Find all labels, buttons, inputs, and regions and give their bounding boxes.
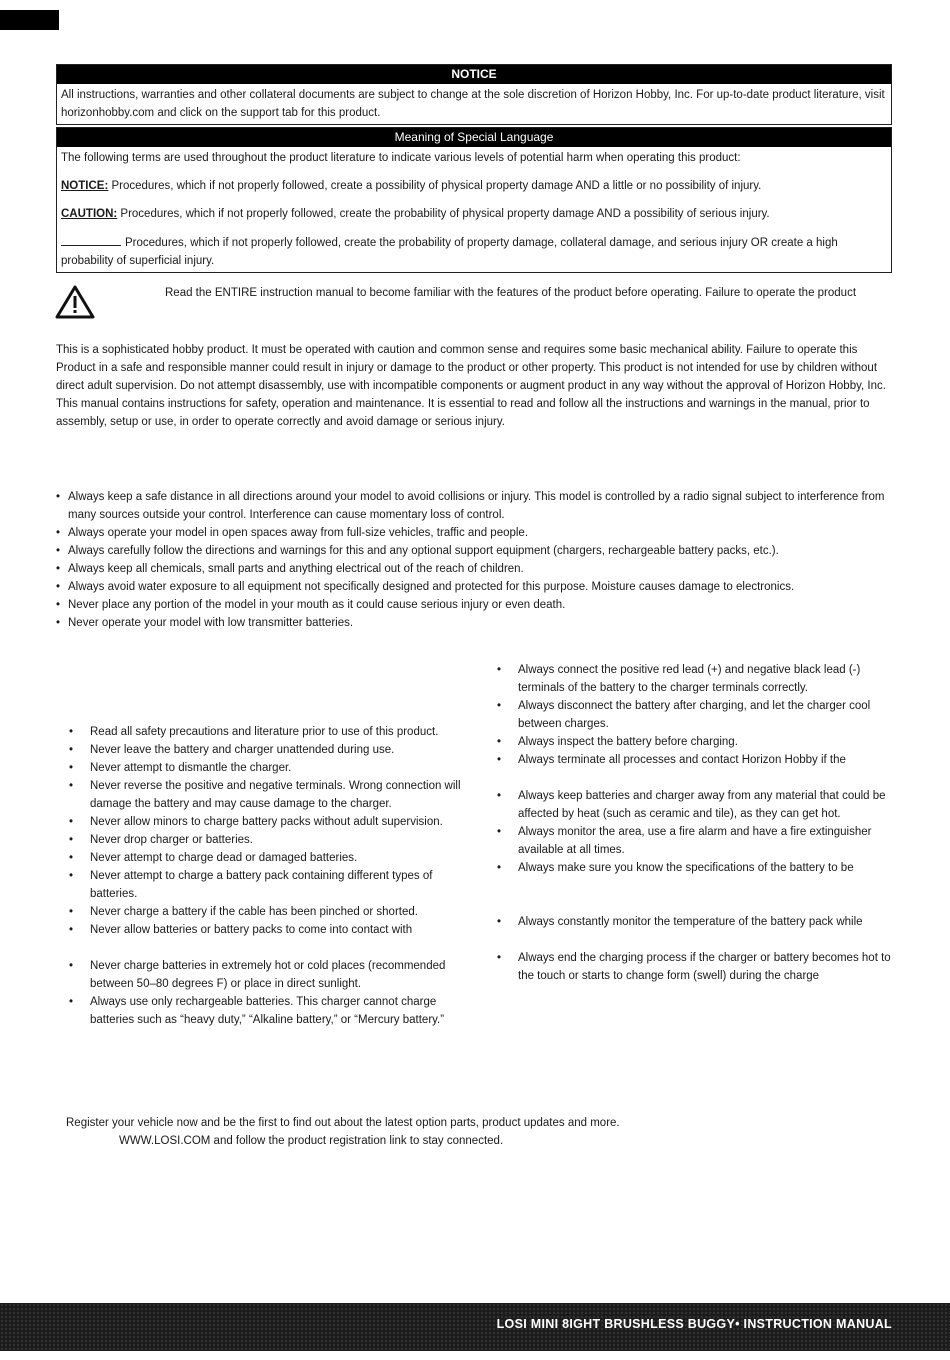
list-item: • Always inspect the battery before charging. — [497, 733, 897, 751]
list-item: • Always operate your model in open spaces away from full-size vehicles, traffic and people. — [56, 524, 898, 542]
list-item: • Always end the charging process if the charger or battery becomes hot to the touch or starts to change form (swell) during the charge — [497, 949, 897, 985]
list-item: • Never allow minors to charge battery packs without adult supervision. — [69, 813, 474, 831]
list-item: • Always keep batteries and charger away from any material that could be affected by heat (such as ceramic and tile), as they can get hot. — [497, 787, 897, 823]
battery-safety-right-list — [497, 661, 897, 985]
special-language-intro: The following terms are used throughout the product literature to indicate various levels of potential harm when operating this product: — [61, 152, 741, 164]
safety-list — [56, 488, 898, 632]
notice-definition: NOTICE: Procedures, which if not properly followed, create a possibility of physical property damage AND a little or no possibility of injury. — [61, 180, 762, 192]
intro-paragraph: This is a sophisticated hobby product. It must be operated with caution and common sense and requires some basic mechanical ability. Failure to operate this Product in a safe and responsible manner could result in injury or damage to the product or other property. This product is not intended for use by children without direct adult supervision. Do not attempt disassembly, use with incompatible components or augment product in any way without the approval of Horizon Hobby, Inc. This manual contains instructions for safety, operation and maintenance. It is essential to read and follow all the instructions and warnings in the manual, prior to assembly, setup or use, in order to operate correctly and avoid damage or serious injury. — [56, 344, 886, 428]
list-item: • Always keep all chemicals, small parts and anything electrical out of the reach of children. — [56, 560, 898, 578]
list-item: • Never place any portion of the model in your mouth as it could cause serious injury or even death. — [56, 596, 898, 614]
list-item: • Always terminate all processes and contact Horizon Hobby if the — [497, 751, 897, 769]
list-item: • Always monitor the area, use a fire alarm and have a fire extinguisher available at all times. — [497, 823, 897, 859]
warning-term-blank — [61, 233, 121, 246]
footer-bar — [0, 1303, 950, 1351]
list-item: • Never operate your model with low transmitter batteries. — [56, 614, 898, 632]
footer-title: LOSI MINI 8IGHT BRUSHLESS BUGGY• INSTRUCTION MANUAL — [496, 1317, 892, 1331]
list-item: • Always use only rechargeable batteries. This charger cannot charge batteries such as “heavy duty,” “Alkaline battery,” or “Mercury battery.” — [69, 993, 474, 1029]
list-item: • Always constantly monitor the temperature of the battery pack while — [497, 913, 897, 931]
list-item: • Never charge batteries in extremely hot or cold places (recommended between 50–80 degrees F) or place in direct sunlight. — [69, 957, 474, 993]
list-item: • Never charge a battery if the cable has been pinched or shorted. — [69, 903, 474, 921]
notice-text: All instructions, warranties and other collateral documents are subject to change at the sole discretion of Horizon Hobby, Inc. For up-to-date product literature, visit horizonhobby.com and click on the support tab for this product. — [61, 89, 885, 119]
page-number-tab — [0, 10, 59, 30]
registration-line-1: Register your vehicle now and be the first to find out about the latest option parts, product updates and more. — [66, 1117, 620, 1129]
list-item: • Never reverse the positive and negative terminals. Wrong connection will damage the battery and may cause damage to the charger. — [69, 777, 474, 813]
list-item: • Never attempt to charge dead or damaged batteries. — [69, 849, 474, 867]
list-item: • Always avoid water exposure to all equipment not specifically designed and protected for this purpose. Moisture causes damage to electronics. — [56, 578, 898, 596]
list-item: • Always make sure you know the specifications of the battery to be — [497, 859, 897, 877]
notice-term: NOTICE: — [61, 180, 109, 192]
caution-term: CAUTION: — [61, 208, 118, 220]
battery-safety-left-list — [69, 723, 474, 1029]
notice-box — [56, 64, 892, 125]
registration-note — [66, 1114, 766, 1150]
list-item: • Read all safety precautions and literature prior to use of this product. — [69, 723, 474, 741]
warning-line: Read the ENTIRE instruction manual to become familiar with the features of the product before operating. Failure to operate the product — [165, 287, 857, 299]
caution-definition: CAUTION: Procedures, which if not properly followed, create the probability of physical property damage AND a possibility of serious injury. — [61, 208, 770, 220]
list-item: • Never allow batteries or battery packs to come into contact with — [69, 921, 474, 939]
registration-line-2: WWW.LOSI.COM and follow the product registration link to stay connected. — [119, 1135, 504, 1147]
warning-triangle-icon — [55, 284, 95, 320]
list-item: • Always carefully follow the directions and warnings for this and any optional support equipment (chargers, rechargeable battery packs, etc.). — [56, 542, 898, 560]
list-item: • Always disconnect the battery after charging, and let the charger cool between charges. — [497, 697, 897, 733]
list-item: • Never drop charger or batteries. — [69, 831, 474, 849]
list-item: • Never leave the battery and charger unattended during use. — [69, 741, 474, 759]
list-item: • Always keep a safe distance in all directions around your model to avoid collisions or injury. This model is controlled by a radio signal subject to interference from many sources outside your control. Interference can cause momentary loss of control. — [56, 488, 898, 524]
warning-definition: Procedures, which if not properly followed, create the probability of property damage, collateral damage, and serious injury OR create a high probability of superficial injury. — [61, 233, 887, 270]
notice-heading: NOTICE — [57, 65, 891, 84]
special-language-box — [56, 127, 892, 273]
list-item: • Never attempt to charge a battery pack containing different types of batteries. — [69, 867, 474, 903]
special-language-heading: Meaning of Special Language — [57, 128, 891, 147]
list-item: • Always connect the positive red lead (+) and negative black lead (-) terminals of the battery to the charger terminals correctly. — [497, 661, 897, 697]
list-item: • Never attempt to dismantle the charger. — [69, 759, 474, 777]
